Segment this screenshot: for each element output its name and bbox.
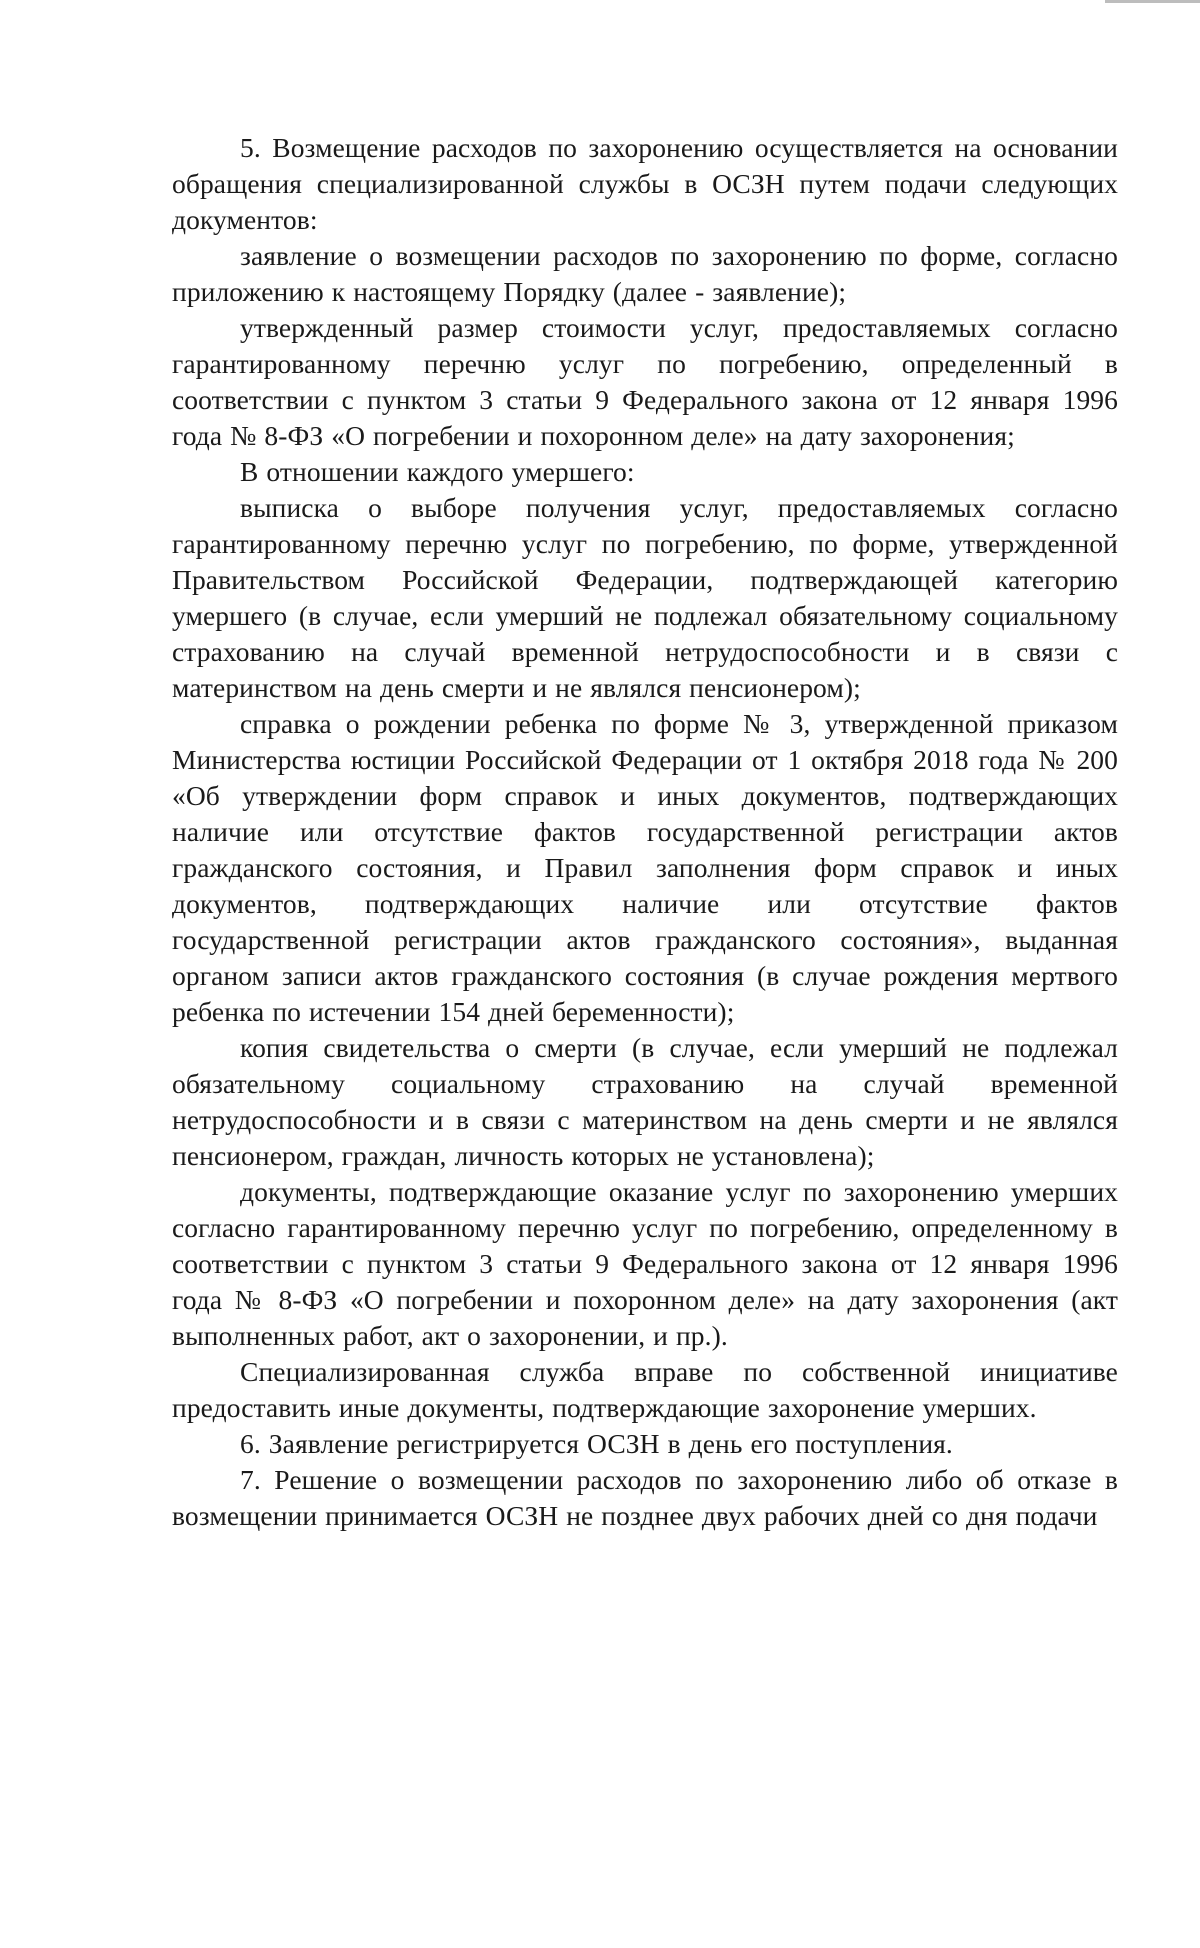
paragraph-approved-cost: утвержденный размер стоимости услуг, предоставляемых согласно гарантированному перечню услуг по погребению, определенный в соответствии с пунктом 3 статьи 9 Федерального закона от 12 января 1996 года № 8-ФЗ «О погребении и похоронном деле» на дату захоронения;: [172, 312, 1118, 451]
paragraph-other-documents: Специализированная служба вправе по собственной инициативе предоставить иные документы, подтверждающие захоронение умерших.: [172, 1356, 1118, 1423]
document-page: [172, 130, 1118, 1534]
paragraph-extract: выписка о выборе получения услуг, предоставляемых согласно гарантированному перечню услуг по погребению, по форме, утвержденной Правительством Российской Федерации, подтверждающей категорию умершего (в случае, если умерший не подлежал обязательному социальному страхованию на случай временной нетрудоспособности и в связи с материнством на день смерти и не являлся пенсионером);: [172, 492, 1118, 703]
paragraph-item-5: 5. Возмещение расходов по захоронению осуществляется на основании обращения специализированной службы в ОСЗН путем подачи следующих документов:: [172, 132, 1118, 235]
paragraph-death-certificate-copy: копия свидетельства о смерти (в случае, если умерший не подлежал обязательному социальному страхованию на случай временной нетрудоспособности и в связи с материнством на день смерти и не являлся пенсионером, граждан, личность которых не установлена);: [172, 1032, 1118, 1171]
paragraph-each-deceased: В отношении каждого умершего:: [240, 456, 635, 487]
paragraph-item-7: 7. Решение о возмещении расходов по захоронению либо об отказе в возмещении принимается ОСЗН не позднее двух рабочих дней со дня подачи: [172, 1464, 1118, 1531]
paragraph-service-documents: документы, подтверждающие оказание услуг по захоронению умерших согласно гарантированному перечню услуг по погребению, определенному в соответствии с пунктом 3 статьи 9 Федерального закона от 12 января 1996 года № 8-ФЗ «О погребении и похоронном деле» на дату захоронения (акт выполненных работ, акт о захоронении, и пр.).: [172, 1176, 1118, 1351]
paragraph-application: заявление о возмещении расходов по захоронению по форме, согласно приложению к настоящему Порядку (далее - заявление);: [172, 240, 1118, 307]
paragraph-item-6: 6. Заявление регистрируется ОСЗН в день его поступления.: [240, 1428, 953, 1459]
paragraph-birth-certificate: справка о рождении ребенка по форме № 3, утвержденной приказом Министерства юстиции Российской Федерации от 1 октября 2018 года № 200 «Об утверждении форм справок и иных документов, подтверждающих наличие или отсутствие фактов государственной регистрации актов гражданского состояния, и Правил заполнения форм справок и иных документов, подтверждающих наличие или отсутствие фактов государственной регистрации актов гражданского состояния», выданная органом записи актов гражданского состояния (в случае рождения мертвого ребенка по истечении 154 дней беременности);: [172, 708, 1118, 1027]
scan-edge-mark: [1105, 0, 1200, 3]
